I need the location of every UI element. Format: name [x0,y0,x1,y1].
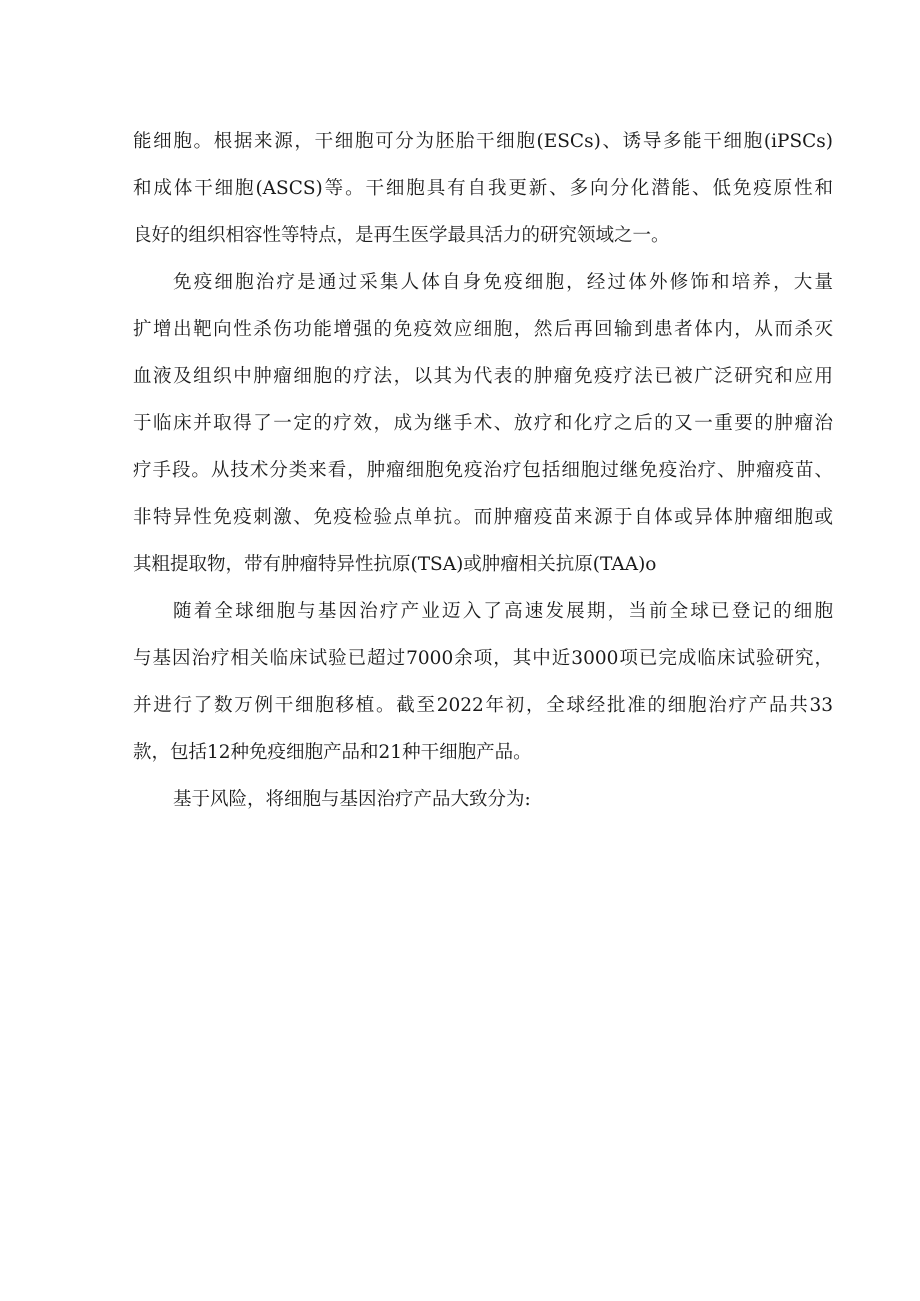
paragraph-stem-cell-sources [133,118,833,259]
paragraph-global-industry [133,588,833,776]
text-line: 血液及组织中肿瘤细胞的疗法，以其为代表的肿瘤免疫疗法已被广泛研究和应用 [133,366,833,387]
text-line: 款，包括12种免疫细胞产品和21种干细胞产品。 [133,742,532,763]
text-line: 于临床并取得了一定的疗效，成为继手术、放疗和化疗之后的又一重要的肿瘤治 [133,413,833,434]
paragraph-immune-cell-therapy [133,259,833,588]
text-line: 基于风险，将细胞与基因治疗产品大致分为: [173,789,531,810]
text-line: 免疫细胞治疗是通过采集人体自身免疫细胞，经过体外修饰和培养，大量 [173,272,833,293]
text-line: 疗手段。从技术分类来看，肿瘤细胞免疫治疗包括细胞过继免疫治疗、肿瘤疫苗、 [133,460,833,481]
text-line: 随着全球细胞与基因治疗产业迈入了高速发展期，当前全球已登记的细胞 [173,601,833,622]
text-line: 和成体干细胞(ASCS)等。干细胞具有自我更新、多向分化潜能、低免疫原性和 [133,178,833,199]
text-line: 良好的组织相容性等特点，是再生医学最具活力的研究领域之一。 [133,225,670,246]
document-body [133,118,833,823]
text-line: 非特异性免疫刺激、免疫检验点单抗。而肿瘤疫苗来源于自体或异体肿瘤细胞或 [133,507,833,528]
text-line: 并进行了数万例干细胞移植。截至2022年初，全球经批准的细胞治疗产品共33 [133,695,833,716]
text-line: 能细胞。根据来源，干细胞可分为胚胎干细胞(ESCs)、诱导多能干细胞(iPSCs) [133,131,833,152]
paragraph-risk-classification [133,776,833,823]
text-line: 扩增出靶向性杀伤功能增强的免疫效应细胞，然后再回输到患者体内，从而杀灭 [133,319,833,340]
text-line: 与基因治疗相关临床试验已超过7000余项，其中近3000项已完成临床试验研究， [133,648,833,669]
text-line: 其粗提取物，带有肿瘤特异性抗原(TSA)或肿瘤相关抗原(TAA)o [133,554,657,575]
